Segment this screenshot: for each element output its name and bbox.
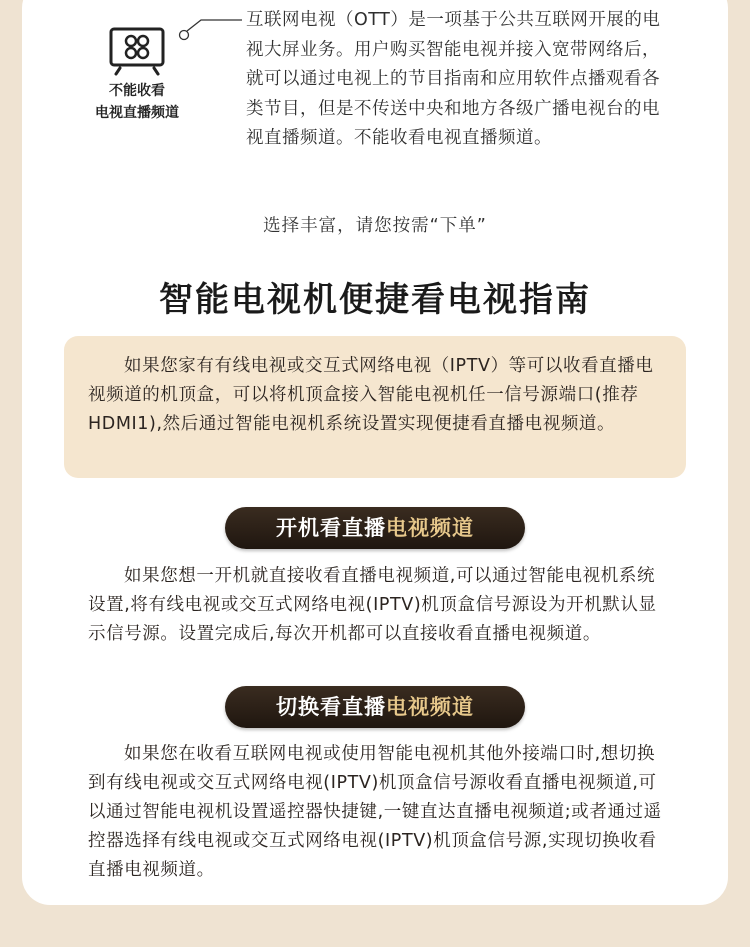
section-title-gold: 电视频道 xyxy=(386,516,474,540)
tv-caption-line2: 电视直播频道 xyxy=(95,105,179,121)
section-body-power-on: 如果您想一开机就直接收看直播电视频道,可以通过智能电视机系统设置,将有线电视或交互式网络电视(IPTV)机顶盒信号源设为开机默认显示信号源。设置完成后,每次开机都可以直接收看直播电视频道。 xyxy=(88,566,657,644)
section-title-gold: 电视频道 xyxy=(386,695,474,719)
ott-description: 互联网电视（OTT）是一项基于公共互联网开展的电视大屏业务。用户购买智能电视并接入宽带网络后，就可以通过电视上的节目指南和应用软件点播观看各类节目，但是不传送中央和地方各级广播电视台的电视直播频道。不能收看电视直播频道。 xyxy=(246,10,661,148)
section-title-white: 切换看直播 xyxy=(276,695,386,719)
intro-text: 如果您家有有线电视或交互式网络电视（IPTV）等可以收看直播电视频道的机顶盒，可以将机顶盒接入智能电视机任一信号源端口(推荐HDMI1),然后通过智能电视机系统设置实现便捷看直播电视频道。 xyxy=(88,356,654,434)
choose-text: 选择丰富，请您按需“下单” xyxy=(263,216,487,236)
tv-caption xyxy=(72,80,202,124)
connector-line xyxy=(176,18,244,42)
page-title: 智能电视机便捷看电视指南 xyxy=(159,280,591,320)
section-body-switch: 如果您在收看互联网电视或使用智能电视机其他外接端口时,想切换到有线电视或交互式网络电视(IPTV)机顶盒信号源收看直播电视频道,可以通过智能电视机设置遥控器快捷键,一键直达直播电视频道;或者通过遥控器选择有线电视或交互式网络电视(IPTV)机顶盒信号源,实现切换收看直播电视频道。 xyxy=(88,744,662,880)
tv-caption-line1: 不能收看 xyxy=(109,83,165,99)
tv-grid-icon xyxy=(108,26,166,76)
section-title-power-on xyxy=(225,507,525,549)
section-title-switch xyxy=(225,686,525,728)
section-title-white: 开机看直播 xyxy=(276,516,386,540)
